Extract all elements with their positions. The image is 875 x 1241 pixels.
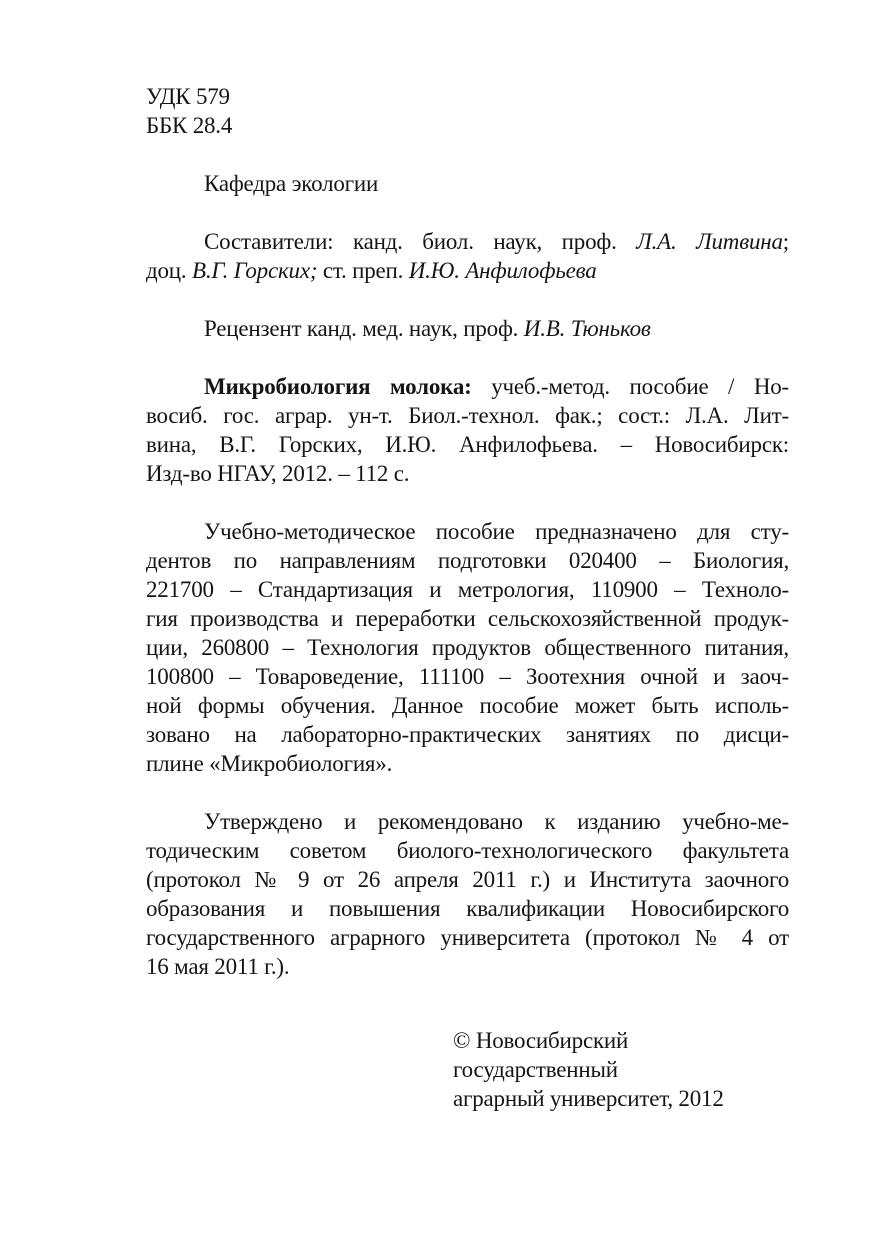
copyright-line-1 [453,1026,789,1084]
text-segment: Микробиология молока: [204,374,472,399]
annotation-line-4 [146,604,789,633]
annotation-line-9 [146,749,789,778]
annotation-line-6 [146,662,789,691]
bibliographic-record [146,372,789,488]
text-segment: В.Г. Горских; [192,258,318,283]
approval-line-2 [146,836,789,865]
text-segment: учеб.-метод. пособие / Но- [471,374,789,399]
text-segment: Учебно-методическое пособие предназначено для сту- [204,519,789,544]
department-line [146,169,789,198]
copyright-line-2 [453,1084,789,1113]
bibliographic-record-line-2 [146,401,789,430]
compilers-paragraph [146,227,789,285]
text-segment: 221700 – Стандартизация и метрология, 110900 – Техноло- [146,577,789,602]
bibliographic-record-line-4 [146,459,789,488]
text-segment: И.В. Тюньков [523,316,651,341]
text-segment: плине «Микробиология». [146,751,393,776]
text-segment: УДК 579 [146,84,230,109]
text-segment: Кафедра экологии [204,171,379,196]
approval-line-3 [146,865,789,894]
text-segment: доц. [146,258,193,283]
classification-codes-line-2 [146,111,789,140]
reviewer-line [146,314,789,343]
approval-line-6 [146,952,789,981]
text-segment: дентов по направлениям подготовки 020400 – Биология, [146,548,789,573]
annotation-line-2 [146,546,789,575]
text-segment: Л.А. Литвина [636,229,783,254]
text-segment: аграрный университет, 2012 [453,1086,724,1111]
annotation-line-8 [146,720,789,749]
copyright-notice [453,1010,789,1113]
page-content [146,82,789,1142]
text-segment: образования и повышения квалификации Новосибирского [146,896,789,921]
text-segment: ции, 260800 – Технология продуктов общественного питания, [146,635,789,660]
classification-codes [146,82,789,140]
text-segment: ной формы обучения. Данное пособие может быть исполь- [146,693,789,718]
text-segment: Составители: канд. биол. наук, проф. [204,229,637,254]
text-segment: государственного аграрного университета (протокол № 4 от [146,925,789,950]
text-segment: И.Ю. Анфилофьева [408,258,597,283]
annotation-paragraph [146,517,789,778]
annotation-line-3 [146,575,789,604]
text-segment: ; [782,229,789,254]
approval-line-4 [146,894,789,923]
approval-line-5 [146,923,789,952]
text-segment: 16 мая 2011 г.). [146,954,290,979]
classification-codes-line-1 [146,82,789,111]
approval-line-1 [146,807,789,836]
text-segment: © Новосибирский государственный [453,1028,629,1082]
text-segment: Утверждено и рекомендовано к изданию учебно-ме- [204,809,789,834]
department-line-1 [146,169,789,198]
annotation-line-1 [146,517,789,546]
annotation-line-7 [146,691,789,720]
compilers-line-2 [146,256,789,285]
text-segment: 100800 – Товароведение, 111100 – Зоотехния очной и заоч- [146,664,789,689]
text-segment: зовано на лабораторно-практических занятиях по дисци- [146,722,789,747]
approval-paragraph [146,807,789,981]
text-segment: Изд-во НГАУ, 2012. – 112 с. [146,461,410,486]
text-segment: Рецензент канд. мед. наук, проф. [204,316,524,341]
annotation-line-5 [146,633,789,662]
text-segment: ББК 28.4 [146,113,233,138]
text-segment: (протокол № 9 от 26 апреля 2011 г.) и Института заочного [146,867,789,892]
reviewer-line-1 [146,314,789,343]
compilers-line-1 [146,227,789,256]
text-segment: ст. преп. [317,258,409,283]
bibliographic-record-line-3 [146,430,789,459]
text-segment: тодическим советом биолого-технологического факультета [146,838,789,863]
text-segment: восиб. гос. аграр. ун-т. Биол.-технол. фак.; сост.: Л.А. Лит- [146,403,789,428]
text-segment: вина, В.Г. Горских, И.Ю. Анфилофьева. – Новосибирск: [146,432,789,457]
bibliographic-record-line-1 [146,372,789,401]
text-segment: гия производства и переработки сельскохозяйственной продук- [146,606,789,631]
